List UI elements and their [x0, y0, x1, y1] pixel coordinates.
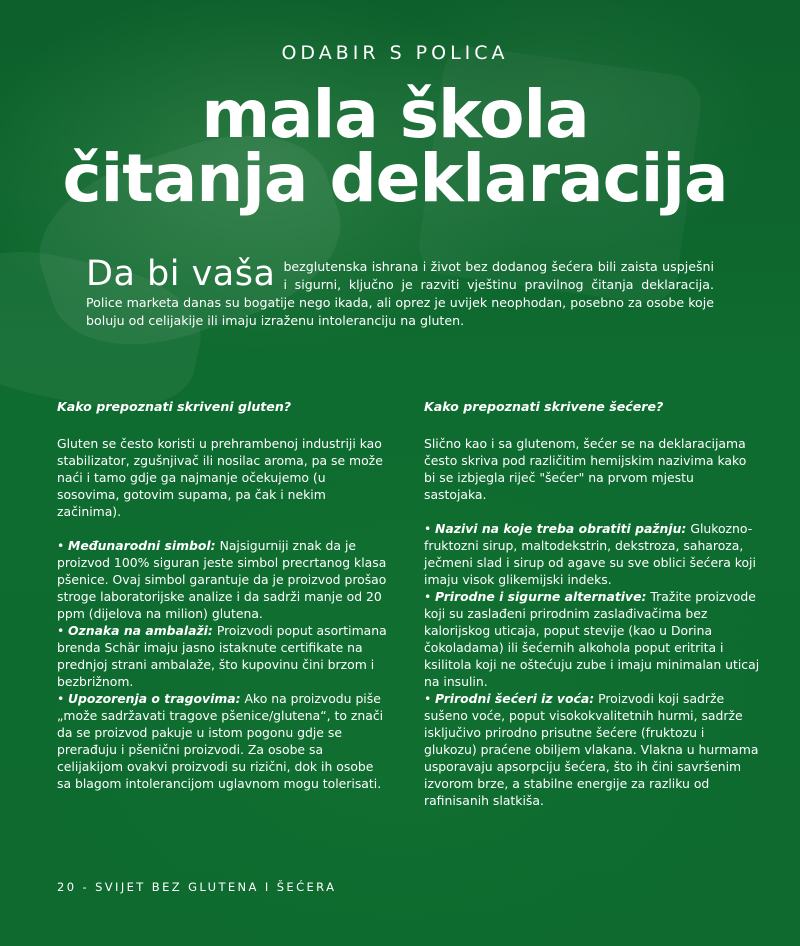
bullet-dot: • — [424, 521, 432, 536]
page-title-line-1: mala škola — [201, 76, 589, 153]
bullet-title: Prirodni šećeri iz voća: — [435, 691, 595, 706]
gluten-bullet-item — [57, 537, 389, 622]
page-footer: 20 - SVIJET BEZ GLUTENA I ŠEĆERA — [57, 880, 337, 894]
bullet-text: Proizvodi poput asortimana brenda Schär imaju jasno istaknute certifikate na prednjoj strani ambalaže, što kupovinu čini brzom i bezbrižnom. — [57, 623, 387, 689]
bullet-dot: • — [424, 691, 432, 706]
bullet-dot: • — [57, 623, 65, 638]
bullet-text: Najsigurniji znak da je proizvod 100% siguran jeste simbol precrtanog klasa pšenice. Ovaj simbol garantuje da je proizvod prošao stroge laboratorijske analize i da sadrži manje od 20 ppm (dijelova na milion) glutena. — [57, 538, 387, 621]
gluten-bullet-item — [57, 622, 389, 690]
sugar-paragraph: Slično kao i sa glutenom, šećer se na deklaracijama često skriva pod različitim hemijskim nazivima kako bi se izbjegla riječ "šećer" na prvom mjestu sastojaka. — [424, 436, 747, 502]
bullet-text: Tražite proizvode koji su zaslađeni prirodnim zaslađivačima bez kalorijskog uticaja, poput stevije (kao u Dorina čokoladama) ili šećernih alkohola poput eritrita i ksilitola koji ne oštećuju zube i imaju minimalan uticaj na insulin. — [424, 589, 760, 689]
bullet-dot: • — [57, 691, 65, 706]
bullet-dot: • — [57, 538, 65, 553]
sugar-bullet-item — [424, 520, 760, 588]
intro-paragraph — [86, 254, 714, 330]
sugar-column — [424, 398, 760, 809]
intro-dropcap: Da bi vaša — [86, 254, 276, 294]
gluten-column — [57, 398, 389, 792]
page-title-line-2: čitanja deklaracija — [62, 140, 728, 217]
bullet-title: Upozorenja o tragovima: — [68, 691, 241, 706]
gluten-paragraph: Gluten se često koristi u prehrambenoj industriji kao stabilizator, zgušnjivač ili nosilac aroma, pa se može naći i tamo gdje ga najmanje očekujemo (u sosovima, gotovim supama, pa čak i nekim začinima). — [57, 436, 383, 519]
bullet-text: Ako na proizvodu piše „može sadržavati tragove pšenice/glutena“, to znači da se proizvod pakuje u istom pogonu gdje se prerađuju i pšenični proizvodi. Za osobe sa celijakijom ovakvi proizvodi su rizični, dok ih osobe sa blagom intolerancijom uglavnom mogu tolerisati. — [57, 691, 384, 791]
bullet-dot: • — [424, 589, 432, 604]
bullet-title: Međunarodni simbol: — [68, 538, 216, 553]
bullet-text: Glukozno-fruktozni sirup, maltodekstrin, dekstroza, saharoza, ječmeni slad i sirup od agave su sve oblici šećera koji imaju visok glikemijski indeks. — [424, 521, 756, 587]
intro-text: bezglutenska ishrana i život bez dodanog šećera bili zaista uspješni i sigurni, ključno je razviti vještinu pravilnog čitanja deklaracija. Police marketa danas su bogatije nego ikada, ali oprez je uvijek neophodan, posebno za osobe koje boluju od celijakije ili imaju izraženu intoleranciju na gluten. — [86, 259, 714, 328]
sugar-bullet-item — [424, 690, 760, 809]
bullet-title: Oznaka na ambalaži: — [68, 623, 213, 638]
gluten-heading: Kako prepoznati skriveni gluten? — [57, 399, 292, 414]
sugar-heading: Kako prepoznati skrivene šećere? — [424, 399, 664, 414]
bullet-title: Prirodne i sigurne alternative: — [435, 589, 647, 604]
section-kicker: ODABIR S POLICA — [281, 42, 509, 64]
gluten-bullet-item — [57, 690, 389, 792]
bullet-title: Nazivi na koje treba obratiti pažnju: — [435, 521, 687, 536]
sugar-bullet-item — [424, 588, 760, 690]
bullet-text: Proizvodi koji sadrže sušeno voće, poput visokokvalitetnih hurmi, sadrže isključivo prirodno prisutne šećere (fruktozu i glukozu) praćene obiljem vlakana. Vlakna u hurmama usporavaju apsorpciju šećera, što ih čini savršenim izvorom brze, a stabilne energije za razliku od rafinisanih slatkiša. — [424, 691, 759, 808]
